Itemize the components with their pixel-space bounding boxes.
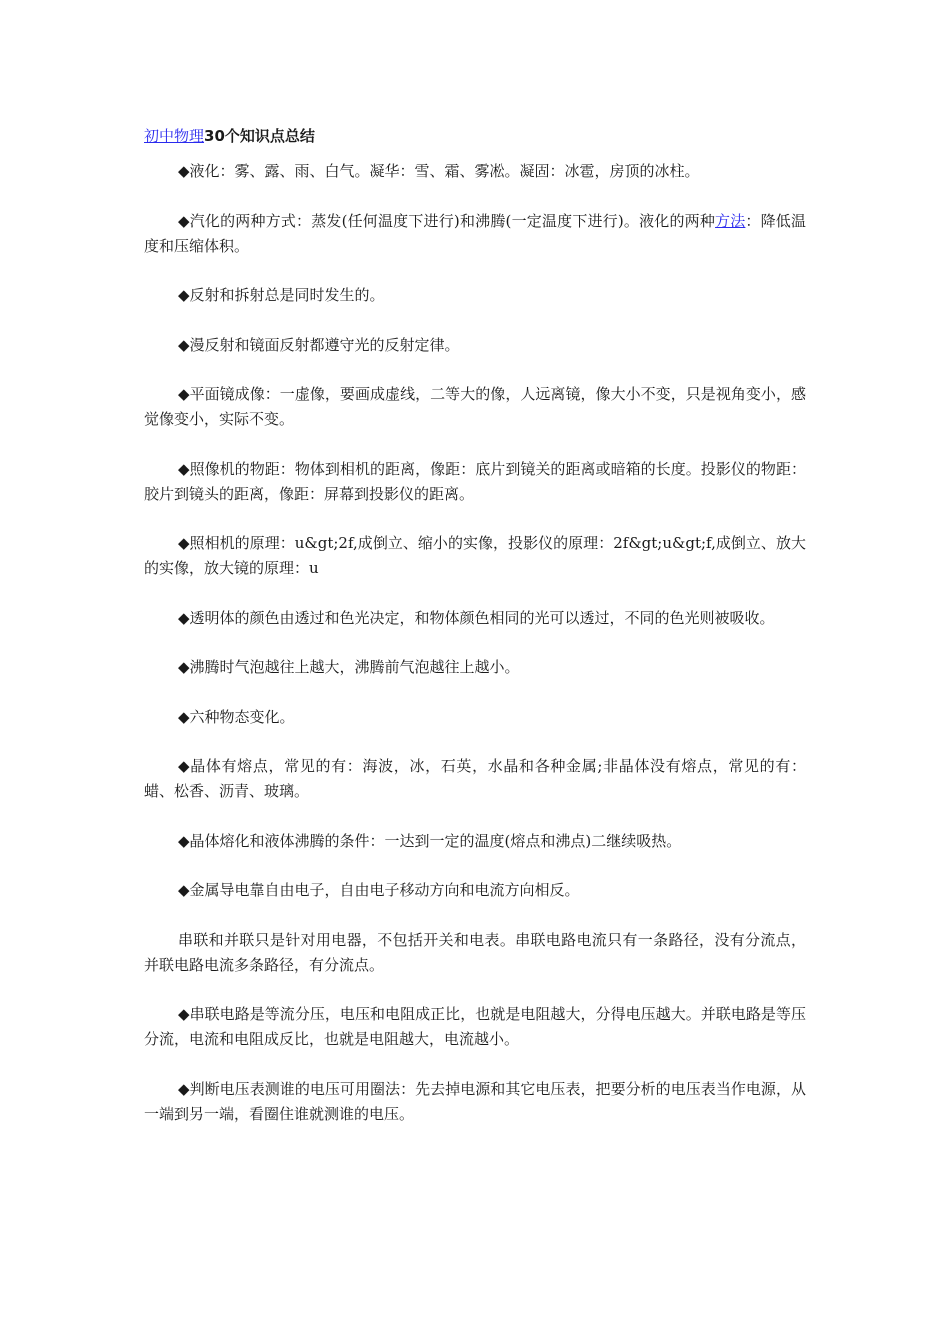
paragraph-camera-distance: ◆照像机的物距：物体到相机的距离，像距：底片到镜关的距离或暗箱的长度。投影仪的物距：胶片到镜头的距离，像距：屏幕到投影仪的距离。 xyxy=(144,459,806,503)
paragraph-state-changes: ◆六种物态变化。 xyxy=(178,707,295,726)
paragraph-reflection-refraction: ◆反射和拆射总是同时发生的。 xyxy=(178,286,385,304)
paragraph-melting-boiling-conditions: ◆晶体熔化和液体沸腾的条件：一达到一定的温度(熔点和沸点)二继续吸热。 xyxy=(178,831,682,850)
paragraph-diffuse-reflection: ◆漫反射和镜面反射都遵守光的反射定律。 xyxy=(178,335,460,354)
paragraph-boiling-bubbles: ◆沸腾时气泡越往上越大，沸腾前气泡越往上越小。 xyxy=(178,658,520,676)
paragraph-camera-principle: ◆照相机的原理：u&gt;2f,成倒立、缩小的实像，投影仪的原理：2f&gt;u&gt;f,成倒立、放大的实像，放大镜的原理：u xyxy=(144,534,806,577)
paragraph-vaporization-tail: ：降低温度和压缩体积。 xyxy=(144,211,806,255)
paragraph-vaporization-text: ◆汽化的两种方式：蒸发(任何温度下进行)和沸腾(一定温度下进行)。液化的两种 xyxy=(178,211,716,230)
paragraph-vaporization xyxy=(144,209,806,259)
paragraph-voltmeter: ◆判断电压表测谁的电压可用圈法：先去掉电源和其它电压表，把要分析的电压表当作电源，从一端到另一端，看圈住谁就测谁的电压。 xyxy=(144,1079,806,1123)
paragraph-transparent-color: ◆透明体的颜色由透过和色光决定，和物体颜色相同的光可以透过，不同的色光则被吸收。 xyxy=(178,608,775,627)
paragraph-crystal-melting-point: ◆晶体有熔点，常见的有：海波，冰，石英，水晶和各种金属;非晶体没有熔点，常见的有：蜡、松香、沥青、玻璃。 xyxy=(144,757,806,800)
paragraph-series-parallel: 串联和并联只是针对用电器，不包括开关和电表。串联电路电流只有一条路径，没有分流点，并联电路电流多条路径，有分流点。 xyxy=(144,930,806,974)
title-link-physics[interactable]: 初中物理 xyxy=(144,127,205,145)
link-method[interactable]: 方法 xyxy=(715,211,746,230)
paragraph-metal-conduction: ◆金属导电靠自由电子，自由电子移动方向和电流方向相反。 xyxy=(178,881,580,899)
document-page xyxy=(144,122,806,1151)
paragraph-liquefaction: ◆液化：雾、露、雨、白气。凝华：雪、霜、雾凇。凝固：冰雹，房顶的冰柱。 xyxy=(178,162,700,180)
title-text: 30个知识点总结 xyxy=(204,127,315,145)
paragraph-series-circuit: ◆串联电路是等流分压，电压和电阻成正比，也就是电阻越大，分得电压越大。并联电路是等压分流，电流和电阻成反比，也就是电阻越大，电流越小。 xyxy=(144,1005,806,1048)
paragraph-plane-mirror: ◆平面镜成像：一虚像，要画成虚线，二等大的像，人远离镜，像大小不变，只是视角变小，感觉像变小，实际不变。 xyxy=(144,385,806,428)
document-title xyxy=(144,122,806,150)
